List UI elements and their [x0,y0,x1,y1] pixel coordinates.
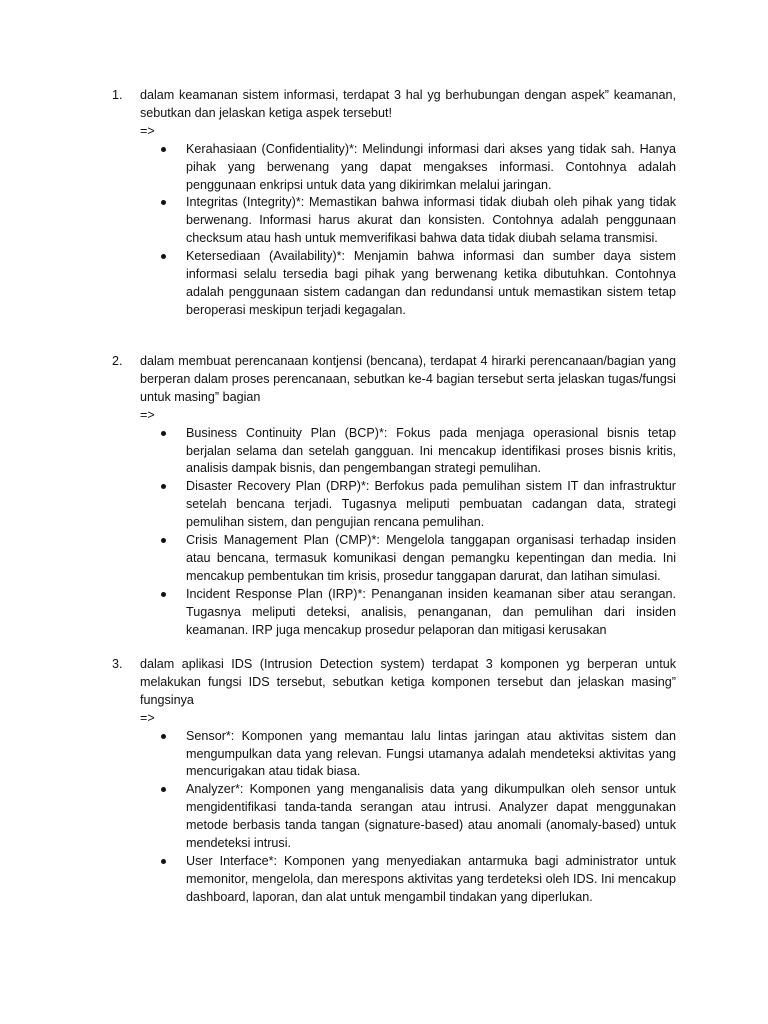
bullet-icon [161,431,166,436]
question-text: dalam membuat perencanaan kontjensi (bencana), terdapat 4 hirarki perencanaan/bagian yang berperan dalam proses perencanaan, sebutkan ke-4 bagian tersebut serta jelaskan tugas/fungsi untuk masing” bagian [140,354,676,404]
question-1 [112,87,676,320]
answer-text: Integritas (Integrity)*: Memastikan bahwa informasi tidak diubah oleh pihak yang tidak berwenang. Informasi harus akurat dan konsisten. Contohnya adalah penggunaan checksum atau hash untuk memverifikasi bahwa data tidak diubah selama transmisi. [186,195,676,246]
bullet-icon [161,200,166,205]
answer-item [140,194,676,248]
answer-arrow: => [140,710,155,725]
answer-item [140,728,676,782]
question-text: dalam keamanan sistem informasi, terdapat 3 hal yg berhubungan dengan aspek” keamanan, sebutkan dan jelaskan ketiga aspek tersebut! [140,88,676,120]
answer-item [140,532,676,586]
question-body [140,656,676,907]
bullet-icon [161,787,166,792]
question-3 [112,656,676,907]
answer-list [140,141,676,320]
question-number: 3. [112,657,123,671]
answer-text: Ketersediaan (Availability)*: Menjamin bahwa informasi dan sumber daya sistem informasi selalu tersedia bagi pihak yang berwenang ketika dibutuhkan. Contohnya adalah penggunaan sistem cadangan dan redundansi untuk memastikan sistem tetap beroperasi meskipun terjadi kegagalan. [186,249,676,317]
answer-text: Disaster Recovery Plan (DRP)*: Berfokus pada pemulihan sistem IT dan infrastruktur setelah bencana terjadi. Tugasnya meliputi pembuatan cadangan data, strategi pemulihan sistem, dan pengujian rencana pemulihan. [186,479,676,530]
answer-text: Business Continuity Plan (BCP)*: Fokus pada menjaga operasional bisnis tetap berjalan selama dan setelah gangguan. Ini mencakup identifikasi proses bisnis kritis, analisis dampak bisnis, dan pengembangan strategi pemulihan. [186,425,676,476]
question-2 [112,353,676,640]
answer-arrow: => [140,407,155,422]
bullet-icon [161,538,166,543]
answer-text: Incident Response Plan (IRP)*: Penanganan insiden keamanan siber atau serangan. Tugasnya meliputi deteksi, analisis, penanganan, dan pemulihan dari insiden keamanan. IRP juga mencakup prosedur pelaporan dan mitigasi kerusakan [186,586,676,637]
question-body [140,87,676,320]
bullet-icon [161,592,166,597]
answer-item [140,141,676,195]
answer-item [140,853,676,907]
question-text: dalam aplikasi IDS (Intrusion Detection system) terdapat 3 komponen yg berperan untuk melakukan fungsi IDS tersebut, sebutkan ketiga komponen tersebut dan jelaskan masing” fungsinya [140,657,676,707]
bullet-icon [161,484,166,489]
bullet-icon [161,734,166,739]
answer-text: Crisis Management Plan (CMP)*: Mengelola tanggapan organisasi terhadap insiden atau bencana, termasuk komunikasi dengan pemangku kepentingan dan media. Ini mencakup pembentukan tim krisis, prosedur tanggapan darurat, dan latihan simulasi. [186,533,676,583]
answer-item [140,248,676,320]
answer-item [140,425,676,479]
bullet-icon [161,859,166,864]
answer-text: User Interface*: Komponen yang menyediakan antarmuka bagi administrator untuk memonitor, mengelola, dan merespons aktivitas yang terdeteksi oleh IDS. Ini mencakup dashboard, laporan, dan alat untuk mengambil tindakan yang diperlukan. [186,853,676,904]
answer-text: Analyzer*: Komponen yang menganalisis data yang dikumpulkan oleh sensor untuk mengidentifikasi tanda-tanda serangan atau intrusi. Analyzer dapat menggunakan metode berbasis tanda tangan (signature-based) atau anomali (anomaly-based) untuk mendeteksi intrusi. [186,782,676,851]
answer-item [140,586,676,640]
answer-list [140,425,676,640]
answer-list [140,728,676,907]
bullet-icon [161,254,166,259]
bullet-icon [161,147,166,152]
question-number: 2. [112,354,123,368]
answer-item [140,478,676,532]
question-number: 1. [112,88,123,102]
answer-text: Sensor*: Komponen yang memantau lalu lintas jaringan atau aktivitas sistem dan mengumpulkan data yang relevan. Fungsi utamanya adalah mendeteksi aktivitas yang mencurigakan atau tidak biasa. [186,728,676,779]
answer-text: Kerahasiaan (Confidentiality)*: Melindungi informasi dari akses yang tidak sah. Hanya pihak yang berwenang yang dapat mengakses informasi. Contohnya adalah penggunaan enkripsi untuk data yang dikirimkan melalui jaringan. [186,141,676,192]
question-body [140,353,676,640]
answer-arrow: => [140,123,155,138]
answer-item [140,781,676,853]
